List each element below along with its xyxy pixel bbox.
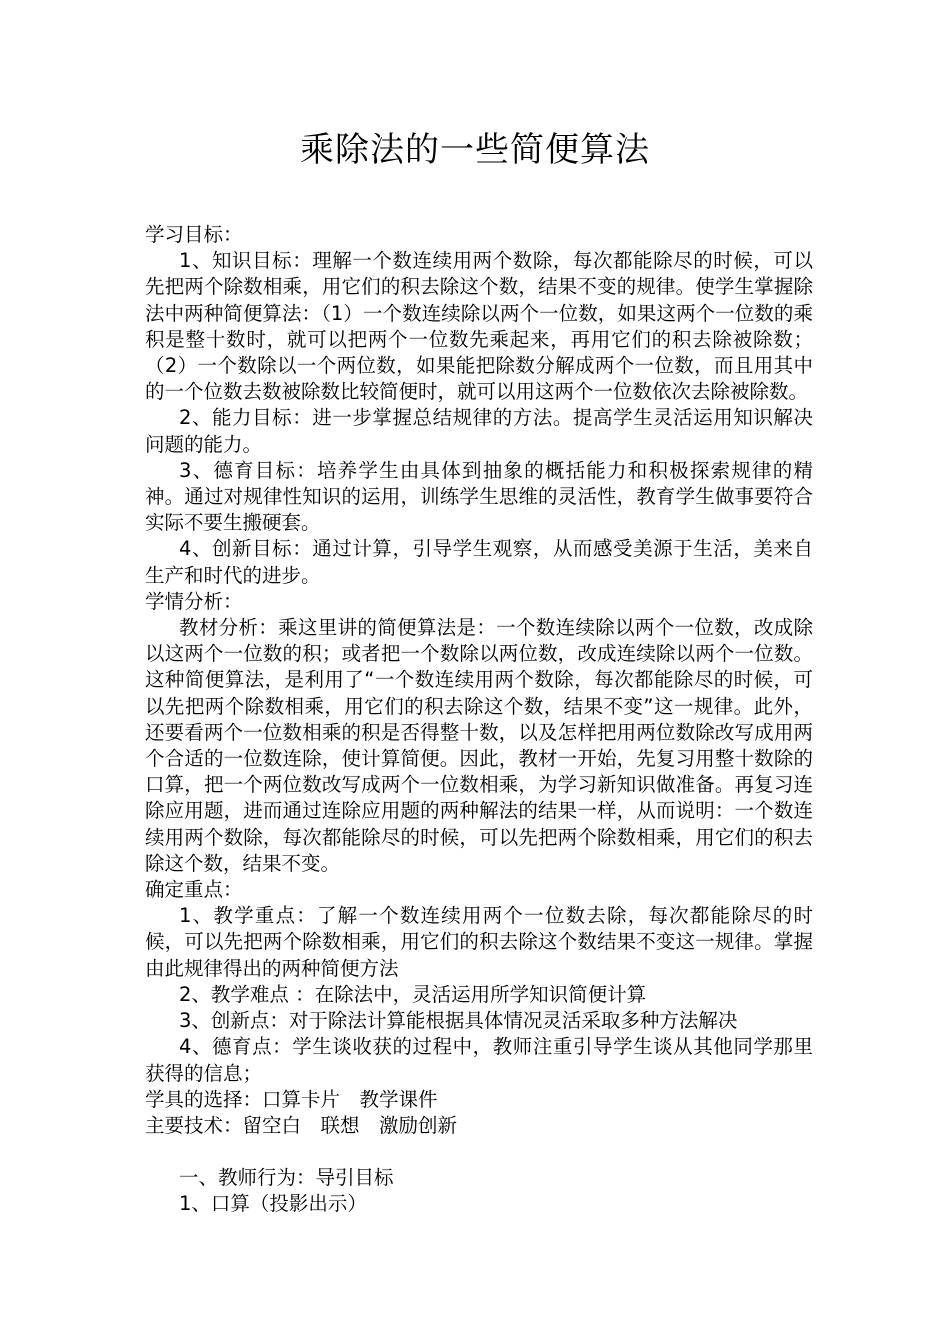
paragraph: 学情分析：	[145, 589, 243, 613]
paragraph: 2、教学难点 ：在除法中，灵活运用所学知识简便计算	[179, 982, 647, 1006]
document-title: 乘除法的一些简便算法	[300, 130, 650, 170]
paragraph: 学习目标：	[145, 223, 243, 246]
paragraph	[145, 1139, 813, 1165]
paragraph: 4、创新目标：通过计算，引导学生观察，从而感受美源于生活，美来自生产和时代的进步。	[145, 537, 813, 587]
paragraph: 主要技术：留空白 联想 激励创新	[145, 1113, 458, 1137]
paragraph: 3、德育目标：培养学生由具体到抽象的概括能力和积极探索规律的精神。通过对规律性知识的运用，训练学生思维的灵活性，教育学生做事要符合实际不要生搬硬套。	[145, 458, 813, 535]
paragraph: 确定重点：	[145, 878, 243, 902]
paragraph: 学具的选择：口算卡片 教学课件	[145, 1087, 438, 1111]
paragraph: 3、创新点：对于除法计算能根据具体情况灵活采取多种方法解决	[179, 1009, 738, 1033]
paragraph: 4、德育点：学生谈收获的过程中，教师注重引导学生谈从其他同学那里获得的信息；	[145, 1035, 813, 1085]
document-body	[145, 222, 813, 1218]
paragraph: 2、能力目标：进一步掌握总结规律的方法。提高学生灵活运用知识解决问题的能力。	[145, 406, 813, 456]
paragraph: 1、教学重点：了解一个数连续用两个一位数去除，每次都能除尽的时候，可以先把两个除数相乘，用它们的积去除这个数结果不变这一规律。掌握由此规律得出的两种简便方法	[145, 904, 813, 980]
paragraph: 教材分析：乘这里讲的简便算法是：一个数连续除以两个一位数，改成除以这两个一位数的积；或者把一个数除以两位数，改成连续除以两个一位数。这种简便算法，是利用了“一个数连续用两个数除，每次都能除尽的时候，可以先把两个除数相乘，用它们的积去除这个数，结果不变”这一规律。此外，还要看两个一位数相乘的积是否得整十数，以及怎样把用两位数除改写成用两个合适的一位数连除，使计算简便。因此，教材一开始，先复习用整十数除的口算，把一个两位数改写成两个一位数相乘，为学习新知识做准备。再复习连除应用题，进而通过连除应用题的两种解法的结果一样，从而说明：一个数连续用两个数除，每次都能除尽的时候，可以先把两个除数相乘，用它们的积去除这个数，结果不变。	[145, 616, 813, 875]
paragraph: 1、知识目标：理解一个数连续用两个数除，每次都能除尽的时候，可以先把两个除数相乘，用它们的积去除这个数，结果不变的规律。使学生掌握除法中两种简便算法：（1）一个数连续除以两个一位数，如果这两个一位数的乘积是整十数时，就可以把两个一位数先乘起来，再用它们的积去除被除数；（2）一个数除以一个两位数，如果能把除数分解成两个一位数，而且用其中的一个位数去数被除数比较简便时，就可以用这两个一位数依次去除被除数。	[145, 249, 813, 404]
paragraph: 一、教师行为：导引目标	[179, 1166, 394, 1190]
paragraph: 1、口算（投影出示）	[179, 1192, 367, 1216]
